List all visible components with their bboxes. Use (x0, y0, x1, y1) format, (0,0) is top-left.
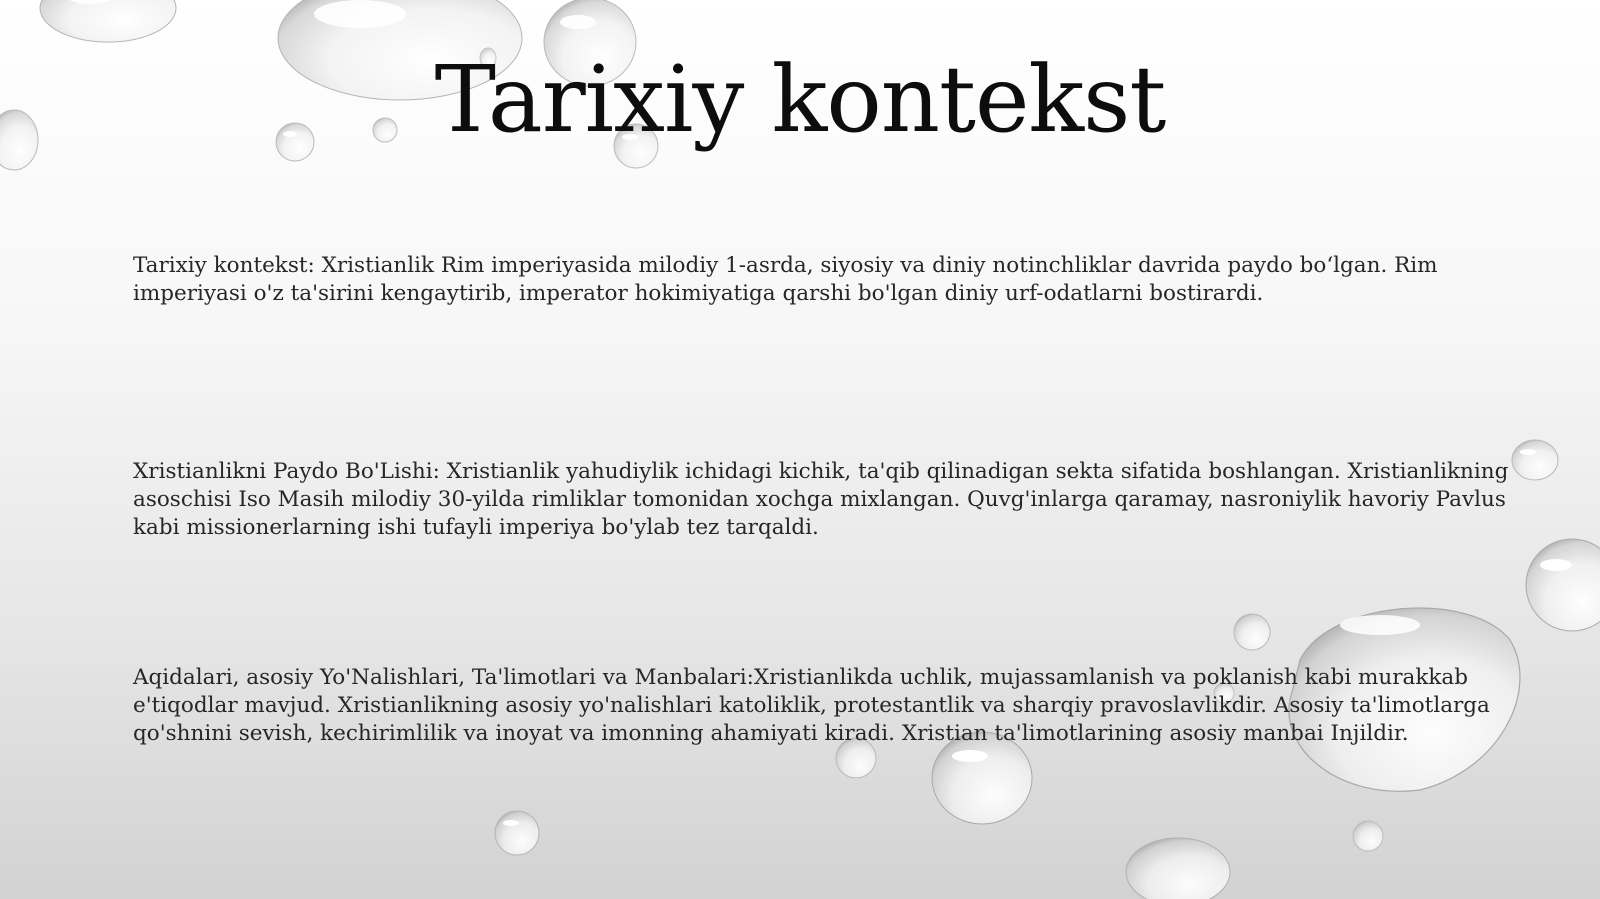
droplet (1234, 614, 1270, 650)
paragraph-emergence: Xristianlikni Paydo Bo'Lishi: Xristianlik yahudiylik ichidagi kichik, ta'qib qilinadigan sekta sifatida boshlangan. Xristianlikning asoschisi Iso Masih milodiy 30-yilda rimliklar tomonidan xochga mixlangan. Quvg'inlarga qaramay, nasroniylik havoriy Pavlus kabi missionerlarning ishi tufayli imperiya bo'ylab tez tarqaldi. (133, 459, 1509, 540)
droplet (1353, 821, 1383, 851)
droplet (1126, 838, 1230, 899)
droplet (1526, 539, 1600, 631)
paragraph-doctrines: Aqidalari, asosiy Yo'Nalishlari, Ta'limotlari va Manbalari:Xristianlikda uchlik, mujassamlanish va poklanish kabi murakkab e'tiqodlar mavjud. Xristianlikning asosiy yo'nalishlari katoliklik, protestantlik va sharqiy pravoslavlikdir. Asosiy ta'limotlarga qo'shnini sevish, kechirimlilik va inoyat va imonning ahamiyati kiradi. Xristian ta'limotlarining asosiy manbai Injildir. (133, 665, 1490, 746)
droplet (40, 0, 176, 42)
slide-title: Tarixiy kontekst (434, 46, 1166, 153)
paragraph-historical-context: Tarixiy kontekst: Xristianlik Rim imperiyasida milodiy 1-asrda, siyosiy va diniy notinchliklar davrida paydo bo‘lgan. Rim imperiyasi o'z ta'sirini kengaytirib, imperator hokimiyatiga qarshi bo'lgan diniy urf-odatlarni bostirardi. (133, 253, 1438, 306)
droplet (495, 811, 539, 855)
